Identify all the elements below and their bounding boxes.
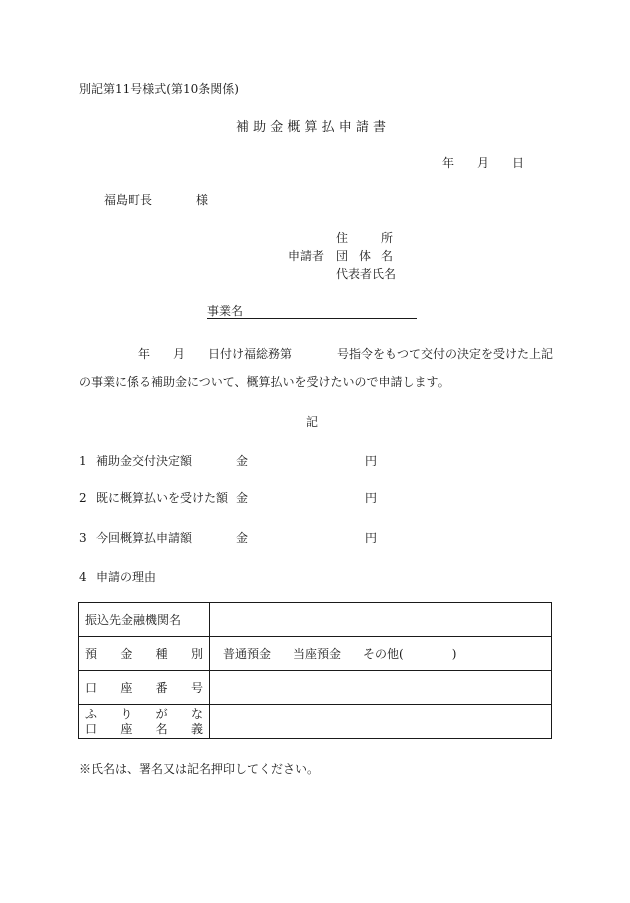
form-number: 別記第11号様式(第10条関係): [79, 82, 239, 96]
applicant-address-label-2: 所: [381, 231, 394, 245]
deposit-option-regular[interactable]: 普通預金: [223, 647, 272, 661]
account-number-field[interactable]: [210, 671, 552, 705]
item-1-kin: 金: [236, 454, 249, 468]
body-year: 年: [138, 347, 151, 361]
date-day: 日: [512, 156, 525, 170]
deposit-type-row: [79, 637, 552, 671]
account-number-row: [79, 671, 552, 705]
deposit-type-label: 預 金 種 別: [79, 637, 210, 671]
date-year: 年: [442, 156, 455, 170]
item-3-num: 3: [79, 531, 87, 545]
item-3-yen: 円: [365, 531, 378, 545]
addressee-honorific: 様: [196, 193, 209, 207]
applicant-org-label-3: 名: [381, 249, 394, 263]
deposit-option-current[interactable]: 当座預金: [293, 647, 342, 661]
item-4-num: 4: [79, 570, 87, 584]
project-label: 事業名: [207, 304, 244, 318]
applicant-role: 申請者: [288, 249, 325, 263]
item-4-label: 申請の理由: [96, 570, 157, 584]
item-1-yen: 円: [365, 454, 378, 468]
body-month: 月: [173, 347, 186, 361]
account-number-label: 口 座 番 号: [79, 671, 210, 705]
bank-name-label: 振込先金融機関名: [79, 603, 210, 637]
account-name-label: ふ り が な 口 座 名 義: [79, 705, 210, 739]
item-2-kin: 金: [236, 491, 249, 505]
deposit-option-other-close: ): [451, 647, 457, 661]
item-3-label: 今回概算払申請額: [96, 531, 193, 545]
account-name-row: [79, 705, 552, 739]
body-directive: 号指令をもつて交付の決定を受けた上記: [337, 347, 554, 361]
deposit-option-other[interactable]: その他(: [363, 647, 404, 661]
item-1-num: 1: [79, 454, 87, 468]
bank-info-table: [78, 602, 552, 739]
applicant-org-label-1: 団: [336, 249, 349, 263]
applicant-org-label-2: 体: [359, 249, 372, 263]
item-2-label: 既に概算払いを受けた額: [96, 491, 229, 505]
page-title: 補 助 金 概 算 払 申 請 書: [236, 120, 387, 135]
applicant-rep-label: 代表者氏名: [336, 267, 397, 281]
item-1-label: 補助金交付決定額: [96, 454, 193, 468]
bank-name-field[interactable]: [210, 603, 552, 637]
project-name-underline: [207, 318, 417, 319]
body-line-2: の事業に係る補助金について、概算払いを受けたいので申請します。: [79, 375, 450, 389]
account-name-field[interactable]: [210, 705, 552, 739]
item-3-kin: 金: [236, 531, 249, 545]
date-month: 月: [477, 156, 490, 170]
item-2-yen: 円: [365, 491, 378, 505]
addressee-name: 福島町長: [104, 193, 153, 207]
signature-note: ※氏名は、署名又は記名押印してください。: [79, 762, 320, 776]
ki-heading: 記: [306, 415, 319, 429]
item-2-num: 2: [79, 491, 87, 505]
body-date-ref: 日付け福総務第: [208, 347, 293, 361]
applicant-address-label-1: 住: [336, 231, 349, 245]
deposit-type-field[interactable]: [210, 637, 552, 671]
bank-name-row: [79, 603, 552, 637]
